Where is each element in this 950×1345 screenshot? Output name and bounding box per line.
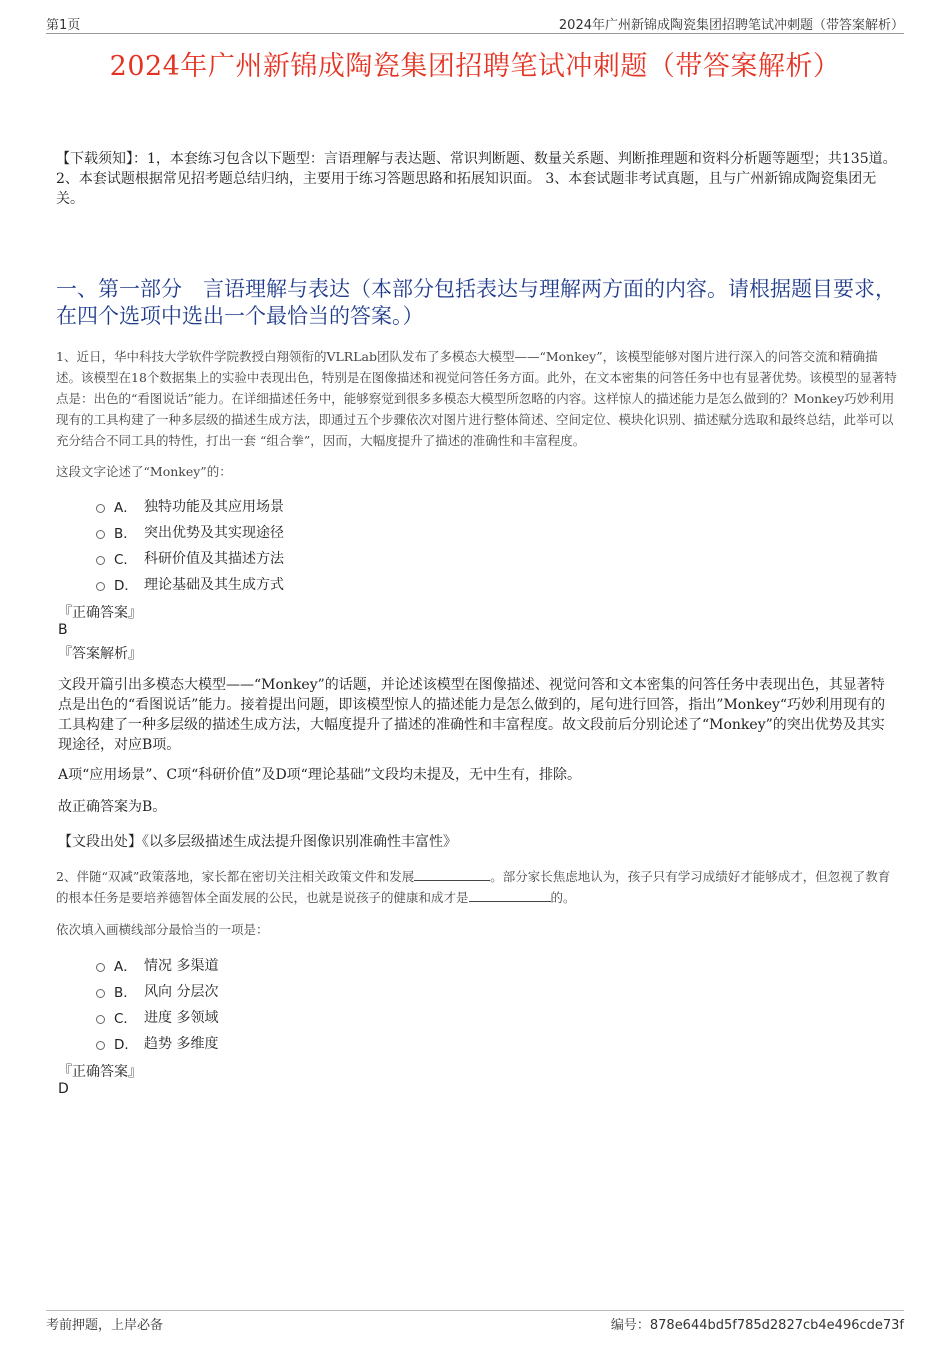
page-title: 2024年广州新锦成陶瓷集团招聘笔试冲刺题（带答案解析） bbox=[109, 51, 841, 82]
option-text: 独特功能及其应用场景 bbox=[144, 499, 284, 515]
question-1-prompt: 这段文字论述了“Monkey”的： bbox=[56, 464, 232, 479]
option-text: 进度 多领域 bbox=[144, 1010, 219, 1026]
option-letter: D． bbox=[114, 1037, 138, 1053]
option-text: 情况 多渠道 bbox=[144, 958, 219, 974]
radio-icon[interactable] bbox=[96, 556, 105, 565]
analysis-paragraph-2: A项“应用场景”、C项“科研价值”及D项“理论基础”文段均未提及，无中生有，排除。 bbox=[58, 767, 581, 783]
header-divider bbox=[46, 33, 904, 34]
answer-label: 『正确答案』 bbox=[58, 605, 142, 621]
option-c[interactable] bbox=[96, 545, 284, 571]
option-letter: D． bbox=[114, 578, 138, 594]
radio-icon[interactable] bbox=[96, 582, 105, 591]
analysis-paragraph-1: 文段开篇引出多模态大模型——“Monkey”的话题，并论述该模型在图像描述、视觉问答和文本密集的问答任务中表现出色，其显著特点是出色的“看图说话”能力。接着提出问题，即该模型惊人的描述能力是怎么做到的，尾句进行回答，指出”Monkey“巧妙利用现有的工具构建了一种多层级的描述生成方法，大幅度提升了描述的准确性和丰富程度。故文段前后分别论述了“Monkey”的突出优势及其实现途径，对应B项。 bbox=[58, 677, 886, 753]
fill-blank-1[interactable] bbox=[414, 868, 490, 881]
radio-icon[interactable] bbox=[96, 989, 105, 998]
question-2-text bbox=[56, 866, 898, 908]
option-text: 理论基础及其生成方式 bbox=[144, 577, 284, 593]
question-1-options bbox=[96, 493, 284, 597]
analysis-paragraph-3: 故正确答案为B。 bbox=[58, 799, 167, 815]
option-a[interactable] bbox=[96, 493, 284, 519]
question-2-text-c: 的。 bbox=[550, 890, 576, 905]
radio-icon[interactable] bbox=[96, 1015, 105, 1024]
option-text: 趋势 多维度 bbox=[144, 1036, 219, 1052]
radio-icon[interactable] bbox=[96, 1041, 105, 1050]
download-notice: 【下载须知】：1，本套练习包含以下题型：言语理解与表达题、常识判断题、数量关系题、判断推理题和资料分析题等题型；共135道。 2、本套试题根据常见招考题总结归纳，主要用于练习答题思路和拓展知识面。 3、本套试题非考试真题，且与广州新锦成陶瓷集团无关。 bbox=[56, 151, 897, 207]
footer-code: 编号：878e644bd5f785d2827cb4e496cde73f bbox=[610, 1318, 904, 1333]
correct-answer: B bbox=[58, 622, 68, 638]
radio-icon[interactable] bbox=[96, 504, 105, 513]
option-b[interactable] bbox=[96, 978, 218, 1004]
option-d[interactable] bbox=[96, 571, 284, 597]
fill-blank-2[interactable] bbox=[469, 889, 551, 902]
option-b[interactable] bbox=[96, 519, 284, 545]
header-page-number: 第1页 bbox=[46, 18, 81, 33]
radio-icon[interactable] bbox=[96, 963, 105, 972]
question-2-text-b: 。部分家长焦虑地认为，孩子只有学习成绩好才能够成才，但忽视了教育的根本任务是要培养德智体全面发展的公民，也就是说孩子的健康和成才是 bbox=[56, 869, 891, 905]
analysis-label: 『答案解析』 bbox=[58, 646, 142, 662]
question-2-text-a: 2、伴随“双减”政策落地，家长都在密切关注相关政策文件和发展 bbox=[56, 869, 415, 884]
option-text: 科研价值及其描述方法 bbox=[144, 551, 284, 567]
source-citation: 【文段出处】《以多层级描述生成法提升图像识别准确性丰富性》 bbox=[58, 834, 457, 850]
radio-icon[interactable] bbox=[96, 530, 105, 539]
header-doc-title: 2024年广州新锦成陶瓷集团招聘笔试冲刺题（带答案解析） bbox=[558, 18, 904, 33]
option-letter: C． bbox=[114, 1011, 137, 1027]
footer-divider bbox=[46, 1310, 904, 1311]
footer-slogan: 考前押题，上岸必备 bbox=[46, 1318, 164, 1333]
question-2-prompt: 依次填入画横线部分最恰当的一项是： bbox=[56, 922, 269, 937]
section-title: 一、第一部分 言语理解与表达（本部分包括表达与理解两方面的内容。请根据题目要求，在四个选项中选出一个最恰当的答案。） bbox=[56, 277, 896, 328]
option-text: 突出优势及其实现途径 bbox=[144, 525, 284, 541]
option-a[interactable] bbox=[96, 952, 218, 978]
option-letter: B． bbox=[114, 985, 137, 1001]
option-letter: B． bbox=[114, 526, 137, 542]
answer-label: 『正确答案』 bbox=[58, 1064, 142, 1080]
option-letter: A． bbox=[114, 500, 137, 516]
option-letter: A． bbox=[114, 959, 137, 975]
option-text: 风向 分层次 bbox=[144, 984, 219, 1000]
correct-answer: D bbox=[58, 1081, 69, 1097]
question-1-text: 1、近日，华中科技大学软件学院教授白翔领衔的VLRLab团队发布了多模态大模型——“Monkey”，该模型能够对图片进行深入的问答交流和精确描述。该模型在18个数据集上的实验中表现出色，特别是在图像描述和视觉问答任务方面。此外，在文本密集的问答任务中也有显著优势。该模型的显著特点是：出色的“看图说话”能力。在详细描述任务中，能够察觉到很多多模态大模型所忽略的内容。这样惊人的描述能力是怎么做到的？Monkey巧妙利用现有的工具构建了一种多层级的描述生成方法，即通过五个步骤依次对图片进行整体简述、空间定位、模块化识别、描述赋分选取和最终总结，此举可以充分结合不同工具的特性，打出一套 “组合拳”，因而，大幅度提升了描述的准确性和丰富程度。 bbox=[56, 349, 897, 448]
option-c[interactable] bbox=[96, 1004, 218, 1030]
option-letter: C． bbox=[114, 552, 137, 568]
question-2-options bbox=[96, 952, 218, 1056]
option-d[interactable] bbox=[96, 1030, 218, 1056]
